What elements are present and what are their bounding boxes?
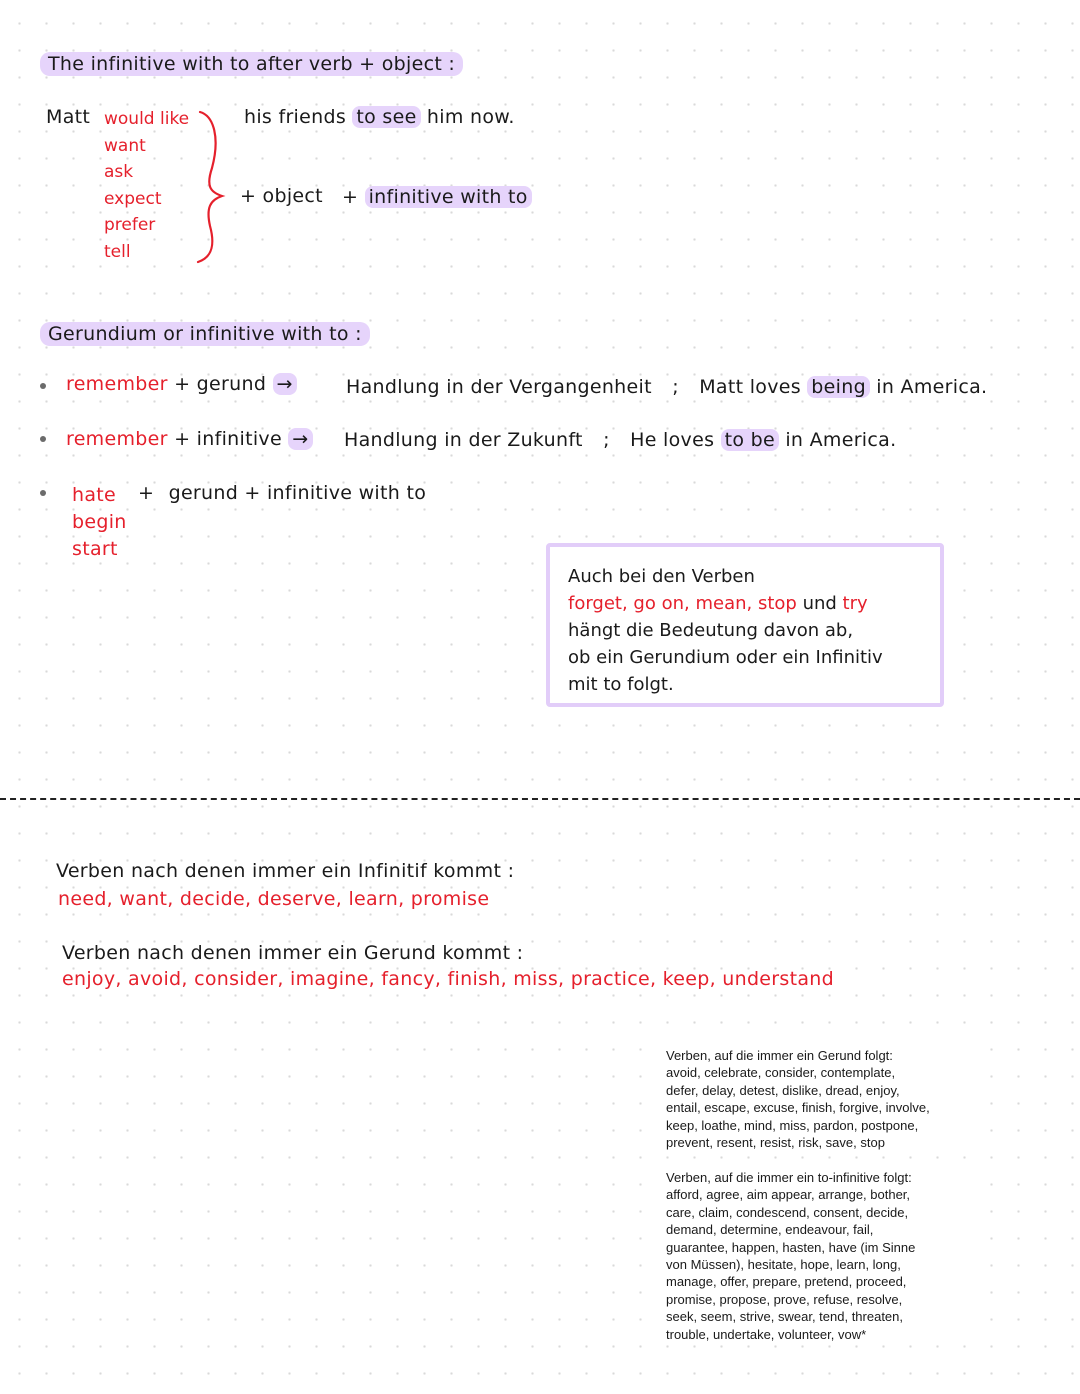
verb-item: tell [104,241,131,262]
third-pattern: + gerund + infinitive with to [138,482,427,504]
curly-brace-icon [194,108,228,264]
arrow-icon: → [288,428,312,450]
gerund-row-2: remember + infinitive → [66,428,313,450]
subject-matt: Matt [46,106,91,128]
verb-item: expect [104,188,162,209]
pattern-infinitive: + infinitive with to [342,186,532,208]
typed-infinitive-list: Verben, auf die immer ein to-infinitive folgt: afford, agree, aim appear, arrange, bother, care, claim, condescend, consent, decide, demand, determine, endeavour, fail, guarantee, happen, hasten, have (im Sinne von Müssen), hesitate, hope, learn, long, manage, offer, prepare, pretend, proceed, promise, propose, prove, refuse, resolve, seek, seem, strive, swear, tend, threaten, trouble, undertake, volunteer, vow* [666,1169,966,1343]
verb-item: want [104,135,146,156]
section1-title: The infinitive with to after verb + object : [40,52,463,76]
bullet-icon [40,383,46,389]
bullet-icon [40,490,46,496]
gerund-row-1: remember + gerund → [66,373,297,395]
verb-item: ask [104,162,134,182]
highlight-to-see: to see [352,106,420,128]
verb-list [104,106,189,265]
typed-gerund-list: Verben, auf die immer ein Gerund folgt: avoid, celebrate, consider, contemplate, defer, delay, detest, dislike, dread, enjoy, entail, escape, excuse, finish, forgive, involve, keep, loathe, mind, miss, pardon, postpone, prevent, resent, resist, risk, save, stop [666,1047,966,1151]
meaning-row-2: Handlung in der Zukunft ; He loves to be in America. [344,429,897,451]
infinitive-list: need, want, decide, deserve, learn, promise [58,888,490,910]
bullet-icon [40,436,46,442]
infinitive-title: Verben nach denen immer ein Infinitif kommt : [56,860,515,882]
typed-heading: Verben, auf die immer ein to-infinitive folgt: [666,1170,912,1185]
example-sentence-1: his friends to see him now. [244,106,515,128]
dashed-divider [0,798,1080,800]
pattern-object: + object [240,185,323,207]
meaning-row-1: Handlung in der Vergangenheit ; Matt loves being in America. [346,376,988,398]
arrow-icon: → [273,373,297,395]
gerund-title: Verben nach denen immer ein Gerund kommt : [62,942,524,964]
section2-title: Gerundium or infinitive with to : [40,322,370,346]
verb-item: prefer [104,215,156,235]
third-verbs: hate begin start [72,484,127,560]
callout-box: Auch bei den Verben forget, go on, mean, stop und try hängt die Bedeutung davon ab, ob ein Gerundium oder ein Infinitiv mit to folgt. [546,543,944,707]
typed-heading: Verben, auf die immer ein Gerund folgt: [666,1048,893,1063]
verb-item: would like [104,109,190,129]
gerund-list: enjoy, avoid, consider, imagine, fancy, finish, miss, practice, keep, understand [62,968,835,990]
